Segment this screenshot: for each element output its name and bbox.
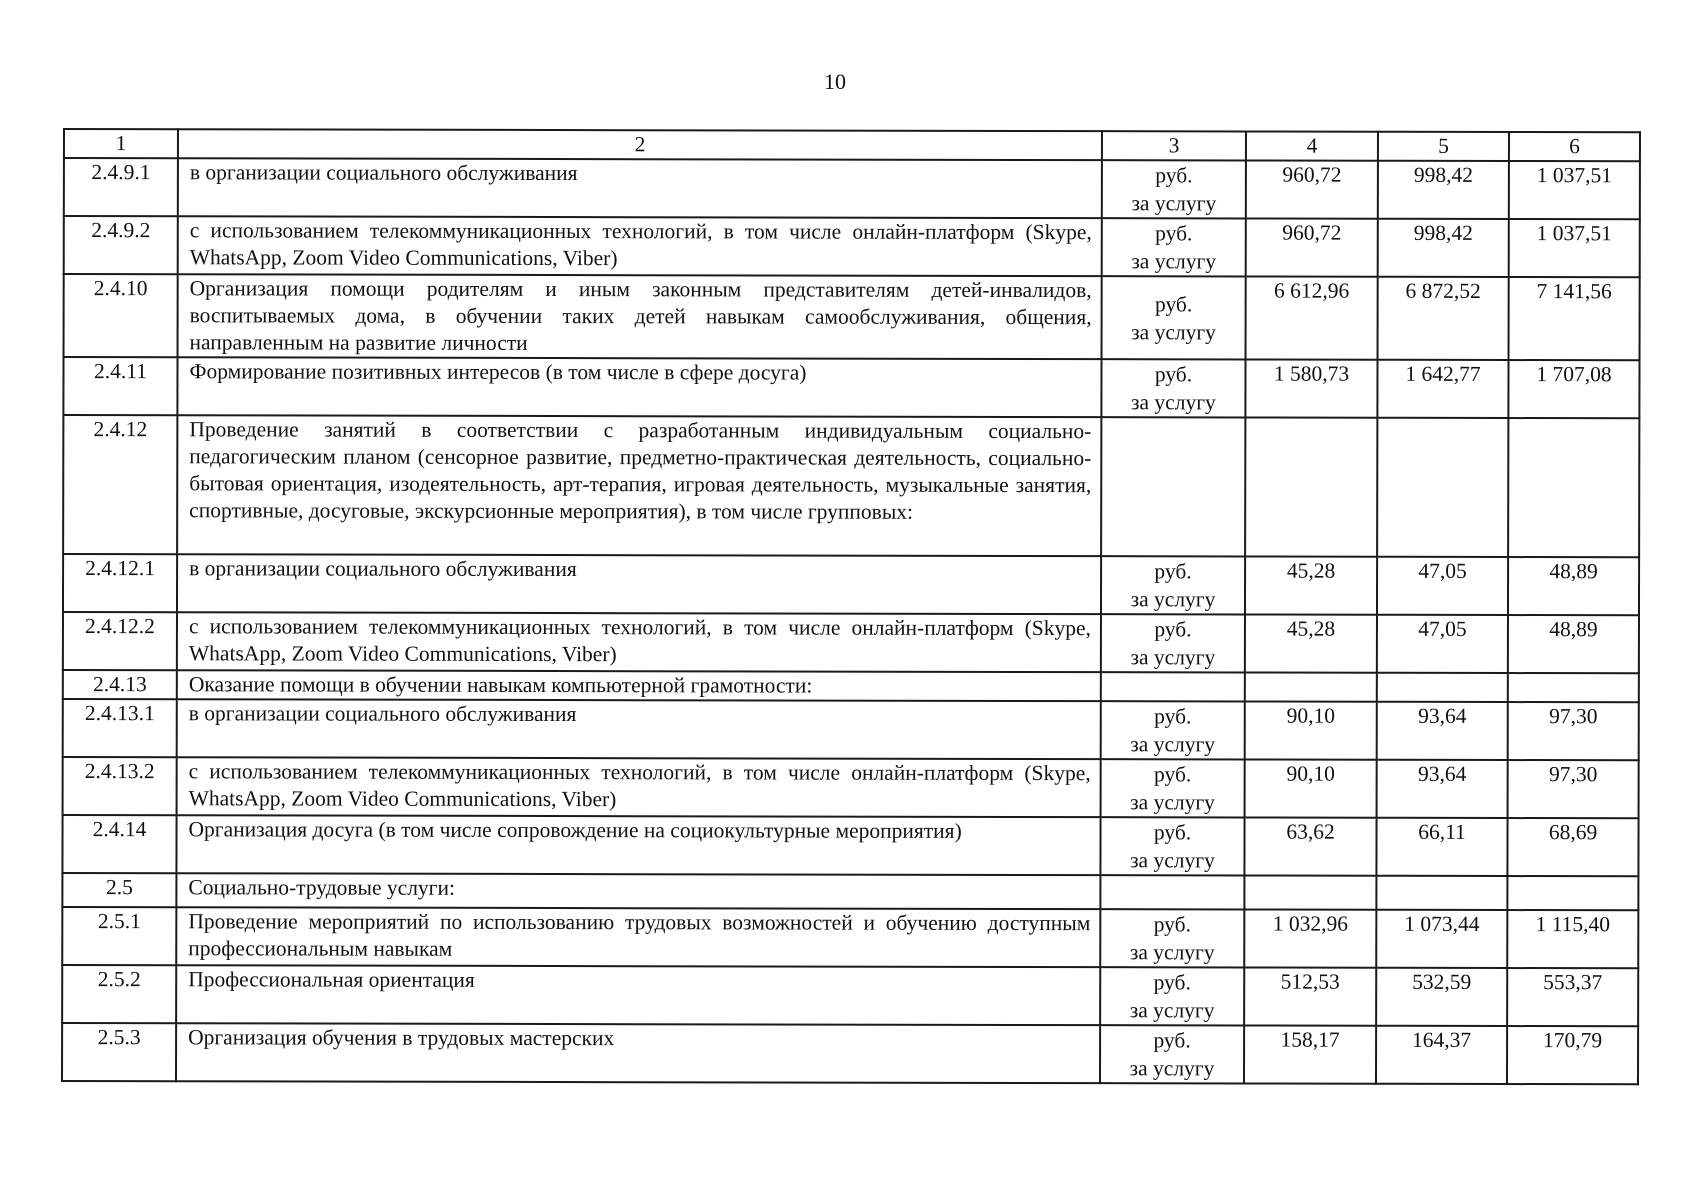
unit-per-service: за услугу bbox=[1131, 191, 1217, 216]
row-code: 2.5.2 bbox=[62, 965, 176, 1023]
unit-per-service: за услугу bbox=[1130, 645, 1216, 670]
table-row bbox=[64, 216, 1640, 277]
unit-currency: руб. bbox=[1154, 559, 1192, 584]
row-unit bbox=[1100, 875, 1244, 909]
unit-currency: руб. bbox=[1153, 820, 1192, 845]
row-value-col5: 47,05 bbox=[1377, 557, 1508, 615]
row-value-col5: 998,42 bbox=[1378, 219, 1509, 277]
row-value-col6: 97,30 bbox=[1508, 702, 1639, 760]
row-service-name: Профессиональная ориентация bbox=[176, 965, 1100, 1025]
row-code: 2.4.13.1 bbox=[63, 699, 177, 757]
row-value-col4: 960,72 bbox=[1246, 218, 1378, 276]
row-unit bbox=[1102, 276, 1246, 359]
row-value-col6: 1 115,40 bbox=[1507, 910, 1638, 968]
table-row bbox=[63, 357, 1639, 418]
unit-per-service: за услугу bbox=[1131, 390, 1216, 415]
unit-currency: руб. bbox=[1154, 362, 1193, 387]
row-value-col4: 6 612,96 bbox=[1246, 276, 1378, 359]
row-value-col6: 48,89 bbox=[1508, 557, 1639, 615]
row-value-col6: 1 037,51 bbox=[1509, 219, 1640, 277]
row-code: 2.4.9.2 bbox=[64, 216, 178, 274]
row-service-name: Оказание помощи в обучении навыкам компьютерной грамотности: bbox=[177, 670, 1101, 701]
unit-currency: руб. bbox=[1153, 912, 1191, 937]
row-unit bbox=[1100, 1025, 1244, 1083]
row-value-col4: 90,10 bbox=[1245, 759, 1377, 817]
row-value-col6: 1 037,51 bbox=[1509, 161, 1640, 219]
row-value-col5: 532,59 bbox=[1376, 968, 1507, 1026]
table-header-row bbox=[64, 129, 1640, 161]
row-service-name: с использованием телекоммуникационных технологий, в том числе онлайн-платформ (Skype, WhatsApp, Zoom Video Communications, Viber) bbox=[177, 757, 1101, 817]
row-service-name: в организации социального обслуживания bbox=[178, 158, 1102, 218]
row-service-name: с использованием телекоммуникационных технологий, в том числе онлайн-платформ (Skype, WhatsApp, Zoom Video Communications, Viber) bbox=[178, 216, 1102, 276]
row-service-name: в организации социального обслуживания bbox=[177, 554, 1101, 614]
unit-per-service: за услугу bbox=[1131, 249, 1217, 274]
page-number: 10 bbox=[824, 69, 846, 94]
unit-currency: руб. bbox=[1153, 1028, 1191, 1053]
unit-currency: руб. bbox=[1153, 762, 1192, 787]
row-value-col5: 47,05 bbox=[1377, 615, 1508, 673]
table-row bbox=[63, 670, 1639, 702]
column-number-6: 6 bbox=[1509, 132, 1640, 161]
column-number-4: 4 bbox=[1246, 131, 1378, 160]
column-number-2: 2 bbox=[178, 129, 1102, 160]
table-row bbox=[62, 965, 1638, 1026]
row-value-col4: 45,28 bbox=[1245, 556, 1377, 614]
unit-currency: руб. bbox=[1155, 221, 1193, 246]
row-code: 2.4.13.2 bbox=[63, 757, 177, 815]
row-code: 2.4.13 bbox=[63, 670, 177, 699]
unit-per-service: за услугу bbox=[1131, 319, 1216, 344]
row-value-col4: 90,10 bbox=[1245, 701, 1377, 759]
table-row bbox=[62, 907, 1638, 968]
row-value-col6: 170,79 bbox=[1507, 1026, 1638, 1084]
row-service-name: с использованием телекоммуникационных технологий, в том числе онлайн-платформ (Skype, WhatsApp, Zoom Video Communications, Viber) bbox=[177, 612, 1101, 672]
table-row bbox=[64, 274, 1640, 360]
row-value-col5: 66,11 bbox=[1376, 818, 1507, 876]
row-value-col5: 93,64 bbox=[1377, 702, 1508, 760]
row-unit bbox=[1101, 614, 1245, 672]
unit-currency: руб. bbox=[1154, 291, 1193, 316]
row-code: 2.4.12 bbox=[63, 415, 177, 554]
row-service-name: Организация обучения в трудовых мастерских bbox=[176, 1023, 1100, 1083]
row-value-col4: 1 032,96 bbox=[1244, 909, 1376, 967]
unit-per-service: за услугу bbox=[1130, 790, 1215, 815]
row-unit bbox=[1101, 759, 1245, 817]
row-unit bbox=[1101, 701, 1245, 759]
unit-per-service: за услугу bbox=[1129, 1056, 1215, 1081]
table-row bbox=[63, 757, 1639, 818]
row-unit bbox=[1101, 417, 1245, 556]
row-code: 2.5.3 bbox=[62, 1023, 176, 1081]
row-value-col6 bbox=[1508, 418, 1639, 557]
row-unit bbox=[1100, 817, 1244, 875]
row-code: 2.4.12.1 bbox=[63, 554, 177, 612]
row-value-col6: 7 141,56 bbox=[1509, 277, 1640, 360]
row-value-col4: 512,53 bbox=[1244, 967, 1376, 1025]
row-value-col6: 553,37 bbox=[1507, 968, 1638, 1026]
row-value-col4: 1 580,73 bbox=[1245, 359, 1377, 417]
row-code: 2.4.12.2 bbox=[63, 612, 177, 670]
table-row bbox=[64, 158, 1640, 219]
row-value-col4 bbox=[1244, 875, 1376, 909]
row-value-col6: 68,69 bbox=[1507, 818, 1638, 876]
row-unit bbox=[1100, 967, 1244, 1025]
row-value-col5: 164,37 bbox=[1376, 1026, 1507, 1084]
row-unit bbox=[1102, 218, 1246, 276]
row-value-col5 bbox=[1377, 418, 1508, 557]
row-value-col5: 93,64 bbox=[1377, 760, 1508, 818]
row-value-col4: 45,28 bbox=[1245, 614, 1377, 672]
row-value-col4 bbox=[1245, 417, 1377, 556]
row-value-col4: 960,72 bbox=[1246, 160, 1378, 218]
row-value-col4 bbox=[1245, 672, 1377, 701]
row-value-col5: 1 642,77 bbox=[1377, 360, 1508, 418]
row-code: 2.4.11 bbox=[63, 357, 177, 415]
row-service-name: Формирование позитивных интересов (в том числе в сфере досуга) bbox=[177, 357, 1101, 417]
unit-currency: руб. bbox=[1154, 704, 1192, 729]
unit-per-service: за услугу bbox=[1129, 998, 1215, 1023]
column-number-1: 1 bbox=[64, 129, 178, 158]
table-row bbox=[63, 415, 1639, 557]
row-value-col6 bbox=[1507, 876, 1638, 910]
row-value-col4: 158,17 bbox=[1244, 1025, 1376, 1083]
row-unit bbox=[1100, 909, 1244, 967]
table-row bbox=[62, 1023, 1638, 1084]
row-unit bbox=[1101, 359, 1245, 417]
unit-currency: руб. bbox=[1153, 970, 1191, 995]
table-row bbox=[63, 554, 1639, 615]
column-number-5: 5 bbox=[1378, 132, 1509, 161]
row-service-name: Проведение занятий в соответствии с разработанным индивидуальным социально-педагогическим планом (сенсорное развитие, предметно-практическая деятельность, социально-бытовая ориентация, изодеятельность, арт-терапия, игровая деятельность, музыкальные занятия, спортивные, досуговые, экскурсионные мероприятия), в том числе групповых: bbox=[177, 415, 1101, 556]
unit-per-service: за услугу bbox=[1130, 848, 1215, 873]
row-code: 2.5 bbox=[62, 873, 176, 907]
table-row bbox=[63, 699, 1639, 760]
table-row bbox=[62, 815, 1638, 876]
unit-currency: руб. bbox=[1155, 163, 1193, 188]
row-service-name: Социально-трудовые услуги: bbox=[176, 873, 1100, 909]
row-unit bbox=[1102, 160, 1246, 218]
row-value-col5: 6 872,52 bbox=[1378, 277, 1509, 360]
row-value-col6: 48,89 bbox=[1508, 615, 1639, 673]
column-number-3: 3 bbox=[1102, 131, 1246, 160]
row-service-name: Организация помощи родителям и иным законным представителям детей-инвалидов, воспитываемых дома, в обучении таких детей навыкам самообслуживания, общения, направленным на развитие личности bbox=[178, 274, 1102, 359]
row-value-col5: 998,42 bbox=[1378, 161, 1509, 219]
row-unit bbox=[1101, 672, 1245, 701]
unit-per-service: за услугу bbox=[1130, 587, 1216, 612]
tariff-table bbox=[61, 128, 1641, 1085]
row-value-col5 bbox=[1376, 876, 1507, 910]
row-code: 2.5.1 bbox=[62, 907, 176, 965]
row-code: 2.4.9.1 bbox=[64, 158, 178, 216]
table-row bbox=[63, 612, 1639, 673]
row-value-col5 bbox=[1377, 673, 1508, 702]
table-row bbox=[62, 873, 1638, 910]
row-service-name: Проведение мероприятий по использованию трудовых возможностей и обучению доступным профессиональным навыкам bbox=[176, 907, 1100, 967]
row-code: 2.4.14 bbox=[62, 815, 176, 873]
row-value-col6: 97,30 bbox=[1508, 760, 1639, 818]
unit-per-service: за услугу bbox=[1129, 940, 1215, 965]
unit-per-service: за услугу bbox=[1130, 732, 1216, 757]
row-value-col4: 63,62 bbox=[1244, 817, 1376, 875]
row-value-col6 bbox=[1508, 673, 1639, 702]
row-unit bbox=[1101, 556, 1245, 614]
row-service-name: Организация досуга (в том числе сопровождение на социокультурные мероприятия) bbox=[176, 815, 1100, 875]
row-value-col5: 1 073,44 bbox=[1376, 910, 1507, 968]
row-service-name: в организации социального обслуживания bbox=[177, 699, 1101, 759]
row-value-col6: 1 707,08 bbox=[1508, 360, 1639, 418]
unit-currency: руб. bbox=[1154, 617, 1192, 642]
row-code: 2.4.10 bbox=[64, 274, 178, 357]
